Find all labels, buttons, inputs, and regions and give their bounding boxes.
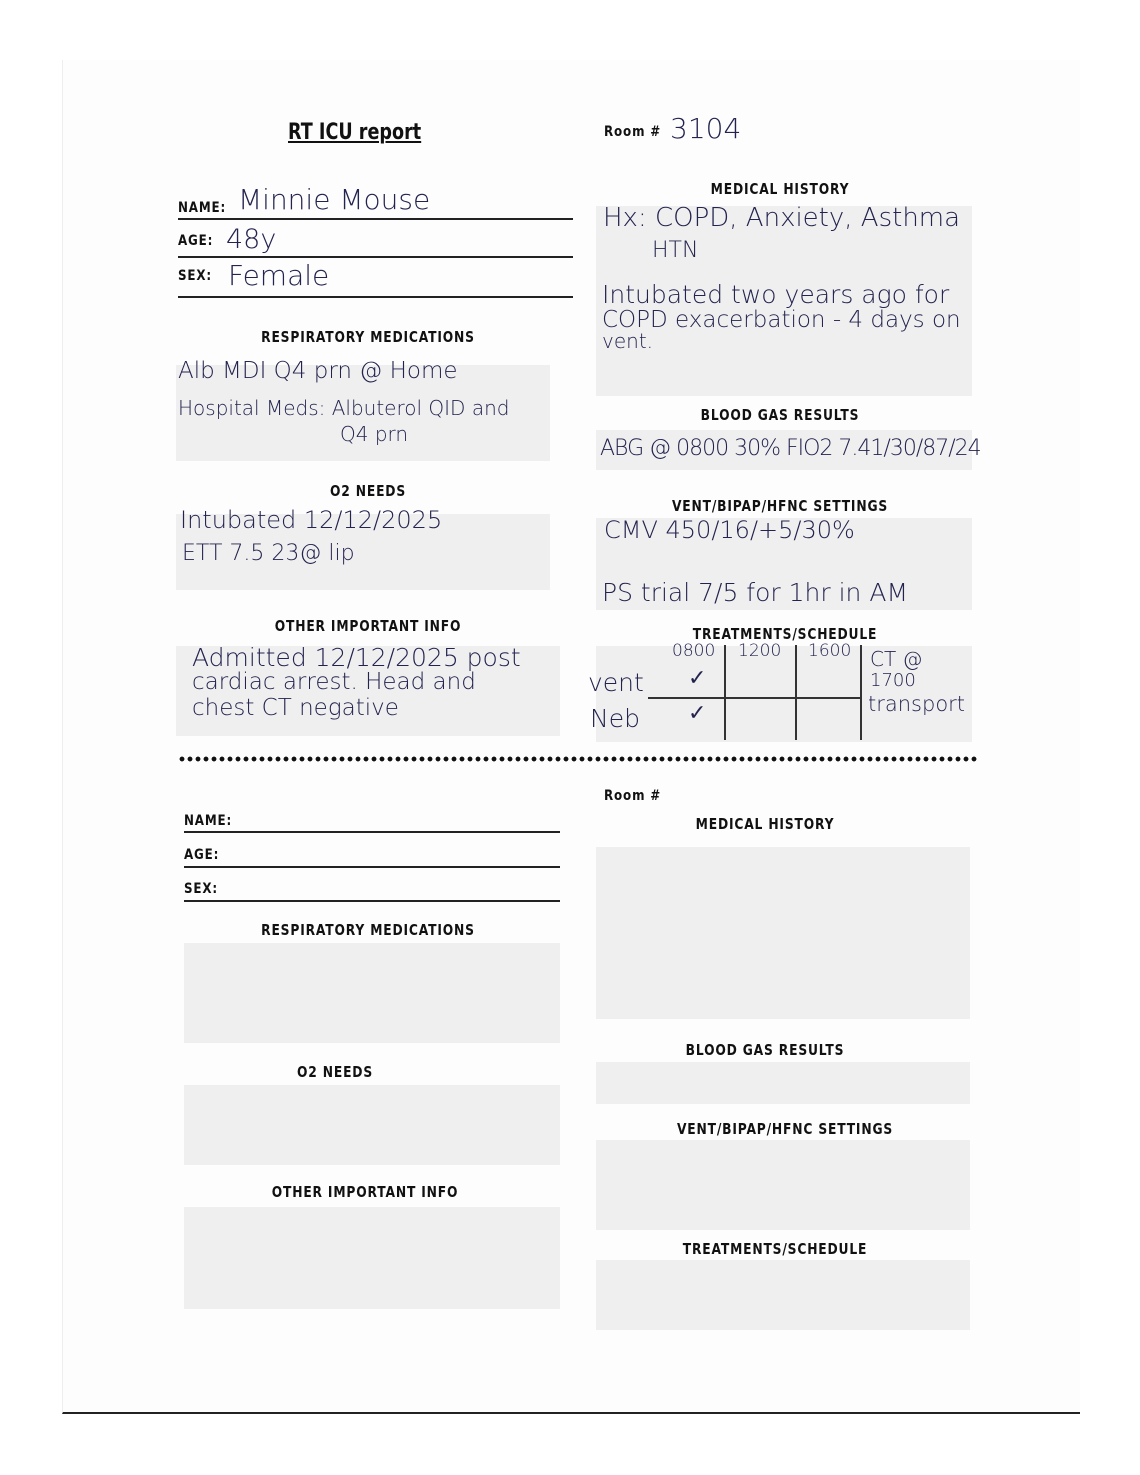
- patient-sex: Female: [228, 259, 330, 292]
- room-label: Room #: [604, 788, 662, 804]
- name-line: [178, 218, 573, 220]
- other-info-line: chest CT negative: [192, 695, 399, 721]
- blood-gas-result: ABG @ 0800 30% FIO2 7.41/30/87/24: [600, 436, 981, 461]
- blood-gas-box[interactable]: [596, 1062, 970, 1104]
- page-title: RT ICU report: [288, 120, 422, 145]
- name-label: NAME:: [178, 200, 227, 216]
- sex-label: SEX:: [178, 268, 213, 284]
- age-label: AGE:: [184, 847, 220, 863]
- other-info-heading: OTHER IMPORTANT INFO: [271, 1183, 459, 1201]
- treatment-note: CT @: [870, 647, 923, 671]
- time-header: 1600: [808, 641, 852, 661]
- resp-med-line: Alb MDI Q4 prn @ Home: [178, 358, 458, 384]
- age-line: [178, 256, 573, 258]
- time-header: 1200: [738, 641, 782, 661]
- time-header: 0800: [672, 641, 716, 661]
- o2-line: ETT 7.5 23@ lip: [182, 541, 355, 566]
- sex-label: SEX:: [184, 881, 219, 897]
- o2-line: Intubated 12/12/2025: [180, 506, 443, 534]
- treatments-heading: TREATMENTS/SCHEDULE: [682, 1240, 868, 1258]
- medical-history-heading: MEDICAL HISTORY: [710, 180, 850, 198]
- name-line[interactable]: [184, 831, 560, 833]
- history-line: HTN: [652, 238, 699, 263]
- sex-line: [178, 296, 573, 298]
- treatments-box[interactable]: [596, 1260, 970, 1330]
- treatment-row-label: vent: [588, 668, 644, 697]
- treatment-note: 1700: [870, 670, 916, 691]
- treatment-note: transport: [868, 692, 966, 716]
- patient-name: Minnie Mouse: [238, 183, 431, 216]
- other-info-line: Admitted 12/12/2025 post: [192, 643, 521, 672]
- name-label: NAME:: [184, 813, 233, 829]
- resp-meds-heading: RESPIRATORY MEDICATIONS: [261, 328, 475, 346]
- o2-needs-heading: O2 NEEDS: [296, 1063, 374, 1081]
- dotted-divider: [178, 756, 978, 762]
- history-line: COPD exacerbation - 4 days on: [602, 307, 961, 333]
- medical-history-box[interactable]: [596, 847, 970, 1019]
- other-info-heading: OTHER IMPORTANT INFO: [274, 617, 462, 635]
- vent-line: PS trial 7/5 for 1hr in AM: [602, 578, 909, 607]
- history-line: Intubated two years ago for: [602, 280, 950, 309]
- vent-settings-heading: VENT/BIPAP/HFNC SETTINGS: [676, 1120, 894, 1138]
- other-info-line: cardiac arrest. Head and: [192, 669, 476, 695]
- age-line[interactable]: [184, 866, 560, 868]
- o2-needs-heading: O2 NEEDS: [329, 482, 407, 500]
- check-icon: ✓: [688, 666, 707, 691]
- room-number: 3104: [670, 112, 742, 145]
- sex-line[interactable]: [184, 900, 560, 902]
- o2-needs-box[interactable]: [184, 1085, 560, 1165]
- other-info-box[interactable]: [184, 1207, 560, 1309]
- vent-settings-box[interactable]: [596, 1140, 970, 1230]
- treatments-heading: TREATMENTS/SCHEDULE: [692, 625, 878, 643]
- age-label: AGE:: [178, 233, 214, 249]
- resp-meds-box[interactable]: [184, 943, 560, 1043]
- history-line: Hx: COPD, Anxiety, Asthma: [603, 203, 961, 233]
- resp-meds-heading: RESPIRATORY MEDICATIONS: [261, 921, 475, 939]
- blood-gas-heading: BLOOD GAS RESULTS: [685, 1041, 845, 1059]
- treatment-row-label: Neb: [590, 704, 640, 733]
- vent-line: CMV 450/16/+5/30%: [604, 516, 855, 544]
- medical-history-heading: MEDICAL HISTORY: [695, 815, 835, 833]
- history-line: vent.: [602, 329, 654, 353]
- resp-med-line: Q4 prn: [340, 422, 409, 446]
- check-icon: ✓: [688, 701, 707, 726]
- room-label: Room #: [604, 124, 662, 140]
- patient-age: 48y: [226, 224, 277, 255]
- blood-gas-heading: BLOOD GAS RESULTS: [700, 406, 860, 424]
- vent-settings-heading: VENT/BIPAP/HFNC SETTINGS: [671, 497, 889, 515]
- resp-med-line: Hospital Meds: Albuterol QID and: [178, 396, 510, 420]
